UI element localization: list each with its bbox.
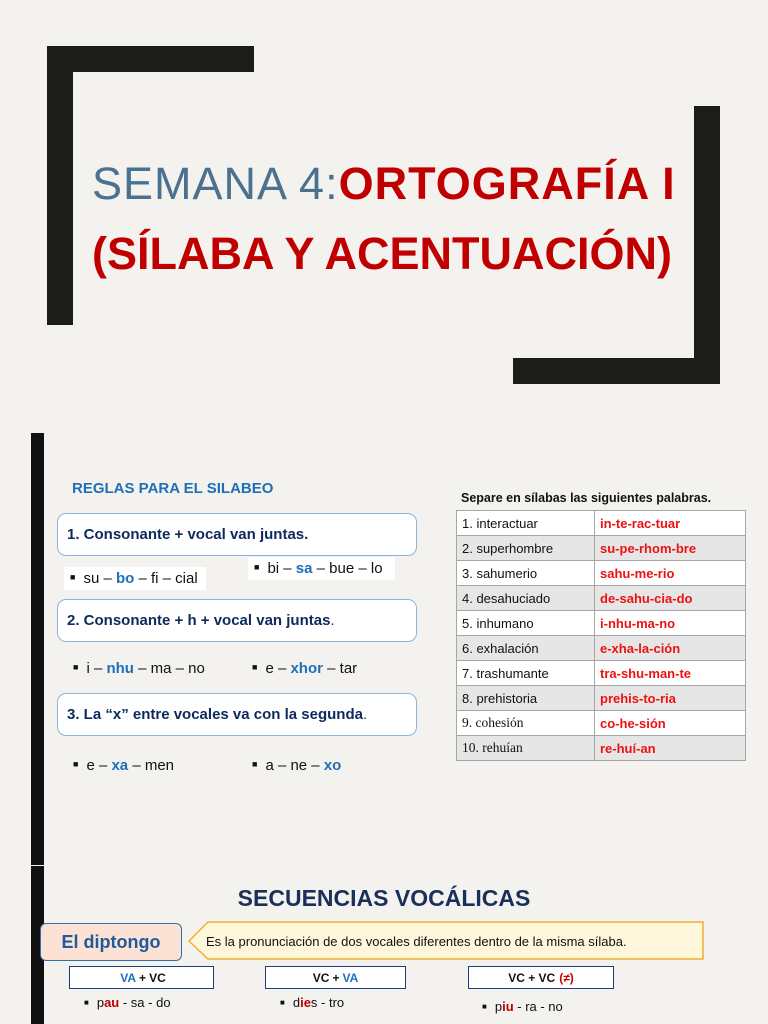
slide-title	[92, 158, 676, 210]
bullet-icon: ■	[70, 572, 76, 582]
rule-box-2: 2. Consonante + h + vocal van juntas .	[57, 599, 417, 642]
slide-subtitle: (SÍLABA Y ACENTUACIÓN)	[92, 228, 673, 279]
frame-bracket-bottom-right	[513, 358, 720, 384]
frame-bracket-bottom-right	[694, 106, 720, 384]
rules-heading: REGLAS PARA EL SILABEO	[72, 480, 274, 497]
bullet-icon: ■	[280, 998, 285, 1007]
bullet-icon: ■	[73, 662, 79, 672]
table-row: 1. interactuar in-te-rac-tuar	[457, 511, 746, 536]
rule-text: 2. Consonante + h + vocal van juntas	[67, 612, 331, 629]
bullet-icon: ■	[482, 1002, 487, 1011]
table-row: 10. rehuían re-huí-an	[457, 736, 746, 761]
table-row: 9. cohesión co-he-sión	[457, 711, 746, 736]
table-row: 8. prehistoria prehis-to-ria	[457, 686, 746, 711]
bullet-icon: ■	[252, 759, 258, 769]
rule-example: ■ e – xa – men	[73, 757, 175, 774]
rule-example: ■ i – nhu – ma – no	[73, 660, 205, 677]
table-row: 4. desahuciado de-sahu-cia-do	[457, 586, 746, 611]
bullet-icon: ■	[73, 759, 79, 769]
rule-example: ■ a – ne – xo	[252, 757, 342, 774]
table-row: 5. inhumano i-nhu-ma-no	[457, 611, 746, 636]
diptongo-example: ■ dies - tro	[280, 995, 345, 1010]
bullet-icon: ■	[254, 562, 260, 572]
rule-text: 3. La “x” entre vocales va con la segunda	[67, 706, 363, 723]
table-row: 2. superhombre su-pe-rhom-bre	[457, 536, 746, 561]
rule-example: ■ bi – sa – bue – lo	[248, 557, 395, 580]
rule-example: ■ su – bo – fi – cial	[64, 567, 206, 590]
bullet-icon: ■	[252, 662, 258, 672]
diptongo-tag: El diptongo	[40, 923, 182, 961]
title-week: SEMANA 4:	[92, 158, 339, 209]
table-row: 6. exhalación e-xha-la-ción	[457, 636, 746, 661]
slide-divider-bar	[31, 433, 44, 865]
exercise-title: Separe en sílabas las siguientes palabras.	[461, 491, 712, 505]
exercise-table	[456, 510, 746, 761]
rule-box-3: 3. La “x” entre vocales va con la segunda .	[57, 693, 417, 736]
frame-bracket-top-left	[47, 46, 254, 72]
table-row: 7. trashumante tra-shu-man-te	[457, 661, 746, 686]
rule-text: 1. Consonante + vocal van juntas.	[67, 526, 309, 543]
rule-example: ■ e – xhor – tar	[252, 660, 358, 677]
section-title: SECUENCIAS VOCÁLICAS	[237, 885, 531, 911]
rule-box-1	[57, 513, 417, 556]
diptongo-example: ■ piu - ra - no	[482, 999, 563, 1014]
frame-bracket-top-left	[47, 46, 73, 325]
bullet-icon: ■	[84, 998, 89, 1007]
sequence-box-vc-va: VC + VA	[265, 966, 406, 989]
table-row: 3. sahumerio sahu-me-rio	[457, 561, 746, 586]
sequence-box-vc-vc: VC + VC (≠)	[468, 966, 614, 989]
title-topic: ORTOGRAFÍA I	[338, 158, 676, 209]
diptongo-example: ■ pau - sa - do	[84, 995, 171, 1010]
sequence-box-va-vc: VA + VC	[69, 966, 214, 989]
definition-text: Es la pronunciación de dos vocales diferentes dentro de la misma sílaba.	[206, 934, 627, 949]
